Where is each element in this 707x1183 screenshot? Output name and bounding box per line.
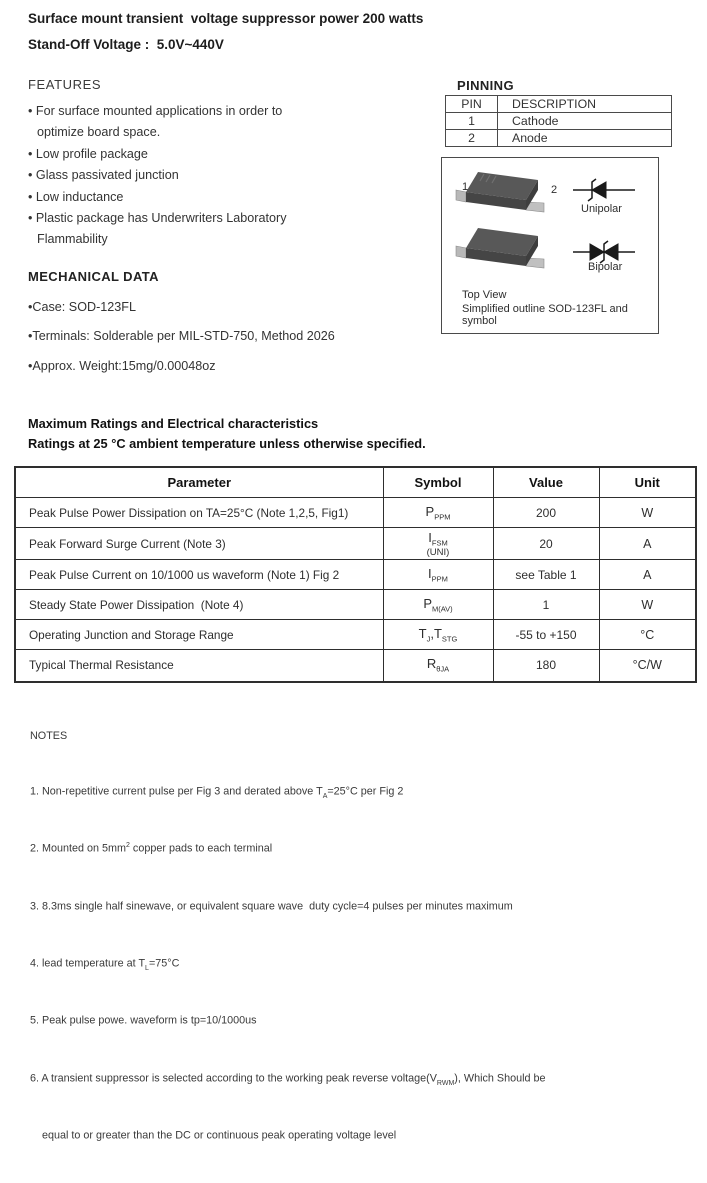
pin-description: Cathode bbox=[498, 113, 672, 130]
value-cell: 20 bbox=[493, 528, 599, 560]
symbol-column-header: Symbol bbox=[383, 467, 493, 498]
table-row bbox=[446, 113, 672, 130]
feature-item: • Low profile package bbox=[28, 146, 148, 161]
outline-caption: Simplified outline SOD-123FL and symbol bbox=[462, 303, 628, 327]
package-outline-box bbox=[441, 157, 659, 334]
value-cell: -55 to +150 bbox=[493, 620, 599, 650]
bipolar-label: Bipolar bbox=[588, 261, 623, 273]
feature-item: • Glass passivated junction bbox=[28, 168, 179, 183]
ratings-table bbox=[14, 466, 697, 683]
pin-table bbox=[445, 95, 672, 147]
parameter-cell: Peak Pulse Power Dissipation on TA=25°C (Note 1,2,5, Fig1) bbox=[15, 498, 383, 528]
feature-item: • Plastic package has Underwriters Laboratory bbox=[28, 211, 287, 226]
notes-section bbox=[30, 694, 695, 1183]
doc-subtitle: Stand-Off Voltage : 5.0V~440V bbox=[28, 37, 224, 52]
unit-cell: °C bbox=[599, 620, 696, 650]
value-cell: 180 bbox=[493, 650, 599, 682]
symbol-cell: $P_{M(AV)}$ bbox=[383, 590, 493, 620]
symbol-cell: $P_{PPM}$ bbox=[383, 498, 493, 528]
unit-column-header: Unit bbox=[599, 467, 696, 498]
parameter-cell: Peak Pulse Current on 10/1000 us waveform (Note 1) Fig 2 bbox=[15, 560, 383, 590]
symbol-cell: $T_J,T_{STG}$ bbox=[383, 620, 493, 650]
unit-cell: °C/W bbox=[599, 650, 696, 682]
feature-item-continuation: optimize board space. bbox=[37, 125, 161, 140]
table-row bbox=[15, 620, 696, 650]
feature-item: • For surface mounted applications in order to bbox=[28, 104, 283, 118]
notes-heading: NOTES bbox=[30, 730, 68, 742]
ratings-heading-line2: Ratings at 25 °C ambient temperature unless otherwise specified. bbox=[28, 436, 426, 451]
table-row bbox=[15, 528, 696, 560]
top-view-label: Top View bbox=[462, 289, 507, 301]
feature-item-continuation: Flammability bbox=[37, 232, 108, 247]
description-column-header: DESCRIPTION bbox=[498, 96, 672, 113]
symbol-cell: $I_{PPM}$ bbox=[383, 560, 493, 590]
note-item: 6. A transient suppressor is selected according to the working peak reverse $voltage(V_{RWM})$, Which Should be bbox=[30, 1072, 546, 1087]
pin-number: 2 bbox=[446, 130, 498, 147]
ratings-heading-line1: Maximum Ratings and Electrical characteristics bbox=[28, 416, 319, 431]
ratings-header-row bbox=[15, 467, 696, 498]
unipolar-diode-symbol-icon bbox=[573, 177, 635, 203]
parameter-cell: Steady State Power Dissipation (Note 4) bbox=[15, 590, 383, 620]
pin-number: 1 bbox=[446, 113, 498, 130]
unit-cell: A bbox=[599, 560, 696, 590]
value-cell: 1 bbox=[493, 590, 599, 620]
pinning-heading: PINNING bbox=[457, 78, 514, 93]
parameter-cell: Peak Forward Surge Current (Note 3) bbox=[15, 528, 383, 560]
mechanical-data-heading: MECHANICAL DATA bbox=[28, 269, 159, 284]
mechanical-item: •Case: SOD-123FL bbox=[28, 299, 137, 314]
package-pin1-label: 1 bbox=[462, 181, 469, 193]
table-row bbox=[15, 650, 696, 682]
value-cell: 200 bbox=[493, 498, 599, 528]
mechanical-data-section bbox=[28, 269, 448, 373]
symbol-cell: $R_{\theta JA}$ bbox=[383, 650, 493, 682]
table-row bbox=[446, 130, 672, 147]
value-column-header: Value bbox=[493, 467, 599, 498]
pin-description: Anode bbox=[498, 130, 672, 147]
note-item: 5. Peak pulse powe. waveform is tp=10/1000us bbox=[30, 1014, 257, 1027]
parameter-cell: Operating Junction and Storage Range bbox=[15, 620, 383, 650]
doc-title: Surface mount transient voltage suppressor power 200 watts bbox=[28, 11, 424, 26]
parameter-column-header: Parameter bbox=[15, 467, 383, 498]
mechanical-item: •Terminals: Solderable per MIL-STD-750, Method 2026 bbox=[28, 329, 335, 343]
table-row bbox=[15, 590, 696, 620]
unit-cell: W bbox=[599, 590, 696, 620]
table-row bbox=[15, 560, 696, 590]
note-item: 4. lead temperature at $T_L=75^\circ C$ bbox=[30, 957, 180, 972]
note-item: 1. Non-repetitive current pulse per Fig 3 and derated above $T_A=25^\circ C$ per Fig 2 bbox=[30, 785, 404, 800]
unipolar-label: Unipolar bbox=[581, 203, 622, 215]
note-item: 3. 8.3ms single half sinewave, or equivalent square wave duty cycle=4 pulses per minutes maximum bbox=[30, 900, 513, 913]
ratings-heading bbox=[28, 414, 426, 454]
unit-cell: W bbox=[599, 498, 696, 528]
parameter-cell: Typical Thermal Resistance bbox=[15, 650, 383, 682]
pin-column-header: PIN bbox=[446, 96, 498, 113]
features-section bbox=[28, 77, 428, 251]
features-list bbox=[28, 101, 428, 251]
mechanical-item: •Approx. Weight:15mg/0.00048oz bbox=[28, 358, 216, 373]
feature-item: • Low inductance bbox=[28, 189, 124, 204]
package-pin2-label: 2 bbox=[551, 184, 558, 196]
symbol-cell: $I_{FSM}$ (UNI) bbox=[383, 528, 493, 560]
features-heading: FEATURES bbox=[28, 77, 102, 92]
note-item-continuation: equal to or greater than the DC or continuous peak operating voltage level bbox=[42, 1129, 397, 1142]
value-cell: see Table 1 bbox=[493, 560, 599, 590]
sod123fl-package-top-illustration bbox=[454, 166, 554, 218]
table-row bbox=[15, 498, 696, 528]
sod123fl-package-bottom-illustration bbox=[454, 222, 554, 274]
pin-table-header-row bbox=[446, 96, 672, 113]
unit-cell: A bbox=[599, 528, 696, 560]
note-item: 2. Mounted on $5mm^2$ copper pads to each terminal bbox=[30, 842, 273, 855]
